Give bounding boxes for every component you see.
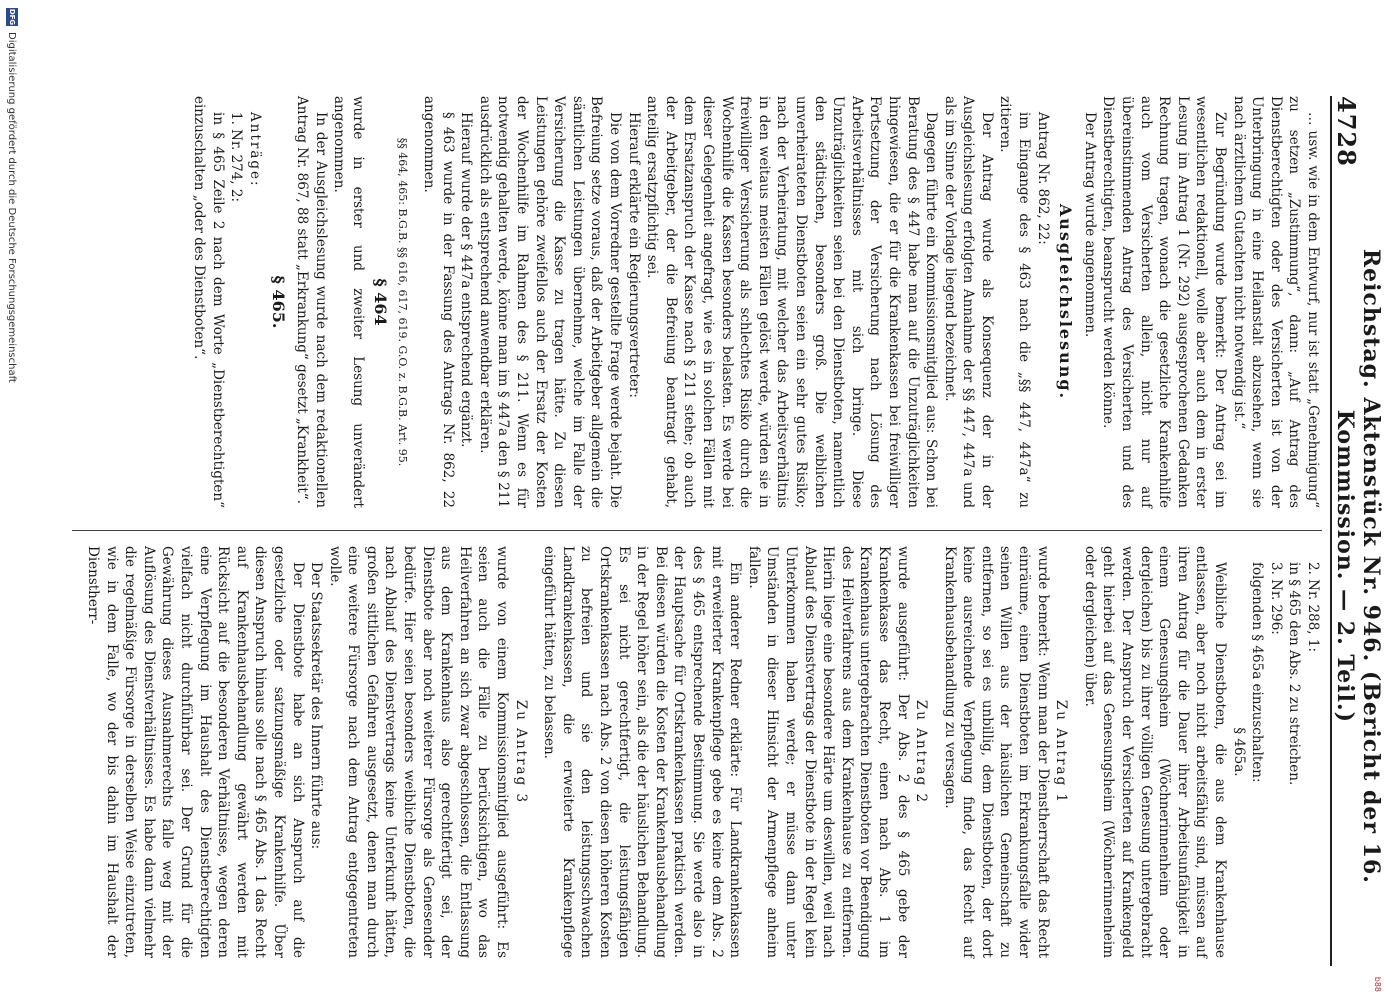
right-column [83, 546, 1322, 958]
section-heading: Ausgleichslesung. [1056, 203, 1076, 401]
paragraph: wurde ausgeführt: Der Abs. 2 des § 465 gebe der Krankenkasse das Recht, einen nach Abs. 1 im Krankenhaus untergebrachten Dienstboten vor Beendigung des Heilverfahrens aus dem Krankenhause zu entfernen. Hierin liege eine besondere Härte um deswillen, weil nach Ablauf des Dienstvertrags der Dienstbote in der Regel kein Unterkommen haben werde; er müsse dann unter Umständen in dieser Hinsicht der Armenpflege anheim fallen. [745, 546, 911, 958]
running-title: Reichstag. Aktenstück Nr. 946. (Bericht der 16. Kommission. — 2. Teil.) [1332, 248, 1384, 884]
page-header [1330, 96, 1384, 966]
paragraph: wurde bemerkt: Wenn man der Dienstherrschaft das Recht einräume, einen Dienstboten im Erkrankungsfalle wider seinen Willen aus der häuslichen Gemeinschaft zu entfernen, so sei es unbillig, dem Dienstboten, der dort keine ausreichende Verpflegung finde, das Recht auf Krankenhausbehandlung zu versagen. [941, 546, 1051, 958]
dfg-logo-icon: DFG [8, 8, 16, 26]
paragraph: 2. Nr. 288, 1: [1305, 562, 1321, 653]
paragraph: § 463 wurde in der Fassung des Antrags Nr. 862, 22 angenommen. [421, 96, 456, 508]
paragraph: Der Antrag wurde angenommen. [1081, 112, 1098, 338]
paragraph: … usw. wie in dem Entwurf, nur ist statt „Genehmigung“ zu setzen „Zustimmung“, dann: „Auf Antrag des Dienstberechtigten oder des Versicherten ist von der Unterbringung in eine Heilanstalt abzusehen, wenn sie nach ärztlichem Gutachten nicht notwendig ist.“ [1230, 96, 1321, 508]
page-id-code: b88 [1373, 976, 1382, 992]
paragraph: im Eingange des § 463 nach die „§§ 447, 447a“ zu zitieren. [997, 96, 1033, 508]
paragraph: Die von dem Vorredner gestellte Frage werde bejaht. Die Befreiung setze voraus, daß der Arbeitgeber allgemein die sämtlichen Leistungen übernehme, welche im Falle der Versicherung die Kasse zu tragen hätte. Zu diesen Leistungen gehöre zweifellos auch der Ersatz der Kosten der Wochenhilfe im Rahmen des § 211. Wenn es für notwendig gehalten werde, könne man im § 447a den § 211 ausdrücklich als entsprechend anwendbar erklären. [476, 96, 624, 508]
section-heading: § 465a. [1230, 727, 1247, 777]
section-heading: Zu Antrag 2 [913, 699, 930, 805]
paragraph: Antrag Nr. 862, 22: [1034, 112, 1051, 245]
paragraph: Hierauf erklärte ein Regierungsvertreter: [625, 112, 642, 398]
paragraph: Der Staatssekretär des Innern führte aus: [308, 562, 325, 850]
paragraph: Ein anderer Redner erklärte: Für Landkrankenkassen mit erweiterter Krankenpflege gebe es keine dem Abs. 2 des § 465 entsprechende Bestimmung. Sie werde also in der Hauptsache für Ortskrankenkassen praktisch werden. Bei diesen würden die Kosten der Krankenhausbehandlung in der Regel höher sein, als die der häuslichen Behandlung. Es sei nicht gerechtfertigt, die leistungsfähigen Ortskrankenkassen nach Abs. 2 von diesen höheren Kosten zu befreien und sie den leistungsschwachen Landkrankenkassen, die erweiterte Krankenpflege eingeführt hätten, zu belassen. [541, 546, 744, 958]
section-heading: § 465. [268, 275, 288, 329]
paragraph: Dagegen führte ein Kommissionsmitglied aus: Schon bei Beratung des § 447 habe man auf die Unzuträglichkeiten hingewiesen, die er für die Krankenkassen bei freiwilliger Fortsetzung der Versicherung nach Lösung des Arbeitsverhältnisses mit sich bringe. Diese Unzuträglichkeiten seien bei den Dienstboten, namentlich den städtischen, besonders groß. Die weiblichen unverheirateten Dienstboten seien ein sehr gutes Risiko; nach der Verheiratung, mit welcher das Arbeitsverhältnis in den weitaus meisten Fällen gelöst werde, würden sie in freiwilliger Versicherung als schlechtes Risiko durch die Wochenhilfe die Kassen besonders belasten. Es werde bei dieser Gelegenheit angefragt, wie es in solchen Fällen mit dem Ersatzanspruch der Kasse nach § 211 stehe; ob auch der Arbeitgeber, der die Befreiung beantragt gehabt, anteilig ersatzpflichtig sei. [644, 96, 940, 508]
paragraph: In der Ausgleichslesung wurde nach dem redaktionellen Antrag Nr. 867, 88 statt „Erkrankung“ gesetzt „Krankheit“. [294, 96, 329, 508]
paragraph: Zur Begründung wurde bemerkt: Der Antrag sei im wesentlichen redaktionell, wolle aber auch dem in erster Lesung im Antrag 1 (Nr. 292) ausgesprochenen Gedanken Rechnung tragen, wonach die gesetzliche Krankenhilfe auch vom Versicherten allein, nicht nur auf übereinstimmenden Antrag des Versicherten und des Dienstberechtigten, beansprucht werden könne. [1100, 96, 1229, 508]
paragraph: wurde in erster und zweiter Lesung unverändert angenommen. [331, 96, 366, 508]
digitization-credit [0, 0, 24, 1008]
left-column [190, 96, 1322, 508]
credit-text: Digitalisierung gefördert durch die Deutsche Forschungsgemeinschaft [6, 32, 18, 383]
paragraph: Der Antrag wurde als Konsequenz der in der Ausgleichslesung erfolgten Annahme der §§ 447, 447a und als im Sinne der Vorlage liegend bezeichnet. [941, 96, 995, 508]
section-heading: Zu Antrag 3 [512, 699, 529, 805]
paragraph: wurde von einem Kommissionsmitglied ausgeführt: Es seien auch die Fälle zu berücksichtigen, wo das Heilverfahren an sich zwar abgeschlossen, die Entlassung aus dem Krankenhaus also gerechtfertigt sei, der Dienstbote aber noch weiterer Fürsorge als Genesender bedürfe. Hier seien besonders weibliche Dienstboten, die nach Ablauf des Dienstvertrags keine Unterkunft hätten, großen sittlichen Gefahren ausgesetzt, denen man durch eine weitere Fürsorge nach dem Antrag entgegentreten wolle. [326, 546, 511, 958]
paragraph: Der Dienstbote habe an sich Anspruch auf die gesetzliche oder satzungsmäßige Krankenhilfe. Über diesen Anspruch hinaus solle nach § 465 Abs. 1 das Recht auf Krankenhausbehandlung gewährt werden mit Rücksicht auf die besonderen Verhältnisse, wegen deren eine Verpflegung im Haushalt des Dienstberechtigten vielfach nicht durchführbar sei. Der Grund für die Gewährung dieses Ausnahmerechts falle weg mit der Auflösung des Dienstverhältnisses. Es habe dann vielmehr die regelmäßige Fürsorge in derselben Weise einzutreten, wie in dem Falle, wo der bis dahin im Haushalt der Dienstherr- [85, 546, 306, 958]
paragraph: folgenden § 465a einzuschalten: [1249, 562, 1266, 783]
paragraph: in § 465 den Abs. 2 zu streichen. [1286, 562, 1303, 786]
paragraph: 1. Nr. 274, 2: [228, 112, 245, 203]
section-heading: Zu Antrag 1 [1053, 699, 1070, 805]
paragraph: Anträge: [246, 112, 263, 188]
legal-reference: §§ 464, 465: B.G.B. §§ 616, 617, 619. G.O. z. B.G.B. Art. 95. [396, 137, 410, 467]
paragraph: Weibliche Dienstboten, die aus dem Krankenhause entlassen, aber noch nicht arbeitsfähig sind, müssen auf ihren Antrag für die Dauer ihrer Arbeitsunfähigkeit in einem Genesungsheim (Wöchnerinnenheim oder dergleichen) bis zu ihrer völligen Genesung untergebracht werden. Der Anspruch der Versicherten auf Krankengeld geht hierbei auf das Genesungsheim (Wöchnerinnenheim oder dergleichen) über. [1081, 546, 1229, 958]
paragraph: 3. Nr. 296: [1267, 562, 1284, 635]
page-number: 4728 [1332, 96, 1361, 167]
paragraph: Hierauf wurde der § 447a entsprechend ergänzt. [458, 112, 475, 448]
section-heading: § 464 [371, 278, 391, 326]
column-divider [72, 530, 1322, 531]
paragraph: in § 465 Zeile 2 nach dem Worte „Dienstberechtigten“ einzuschalten „oder des Dienstboten“. [191, 96, 226, 508]
